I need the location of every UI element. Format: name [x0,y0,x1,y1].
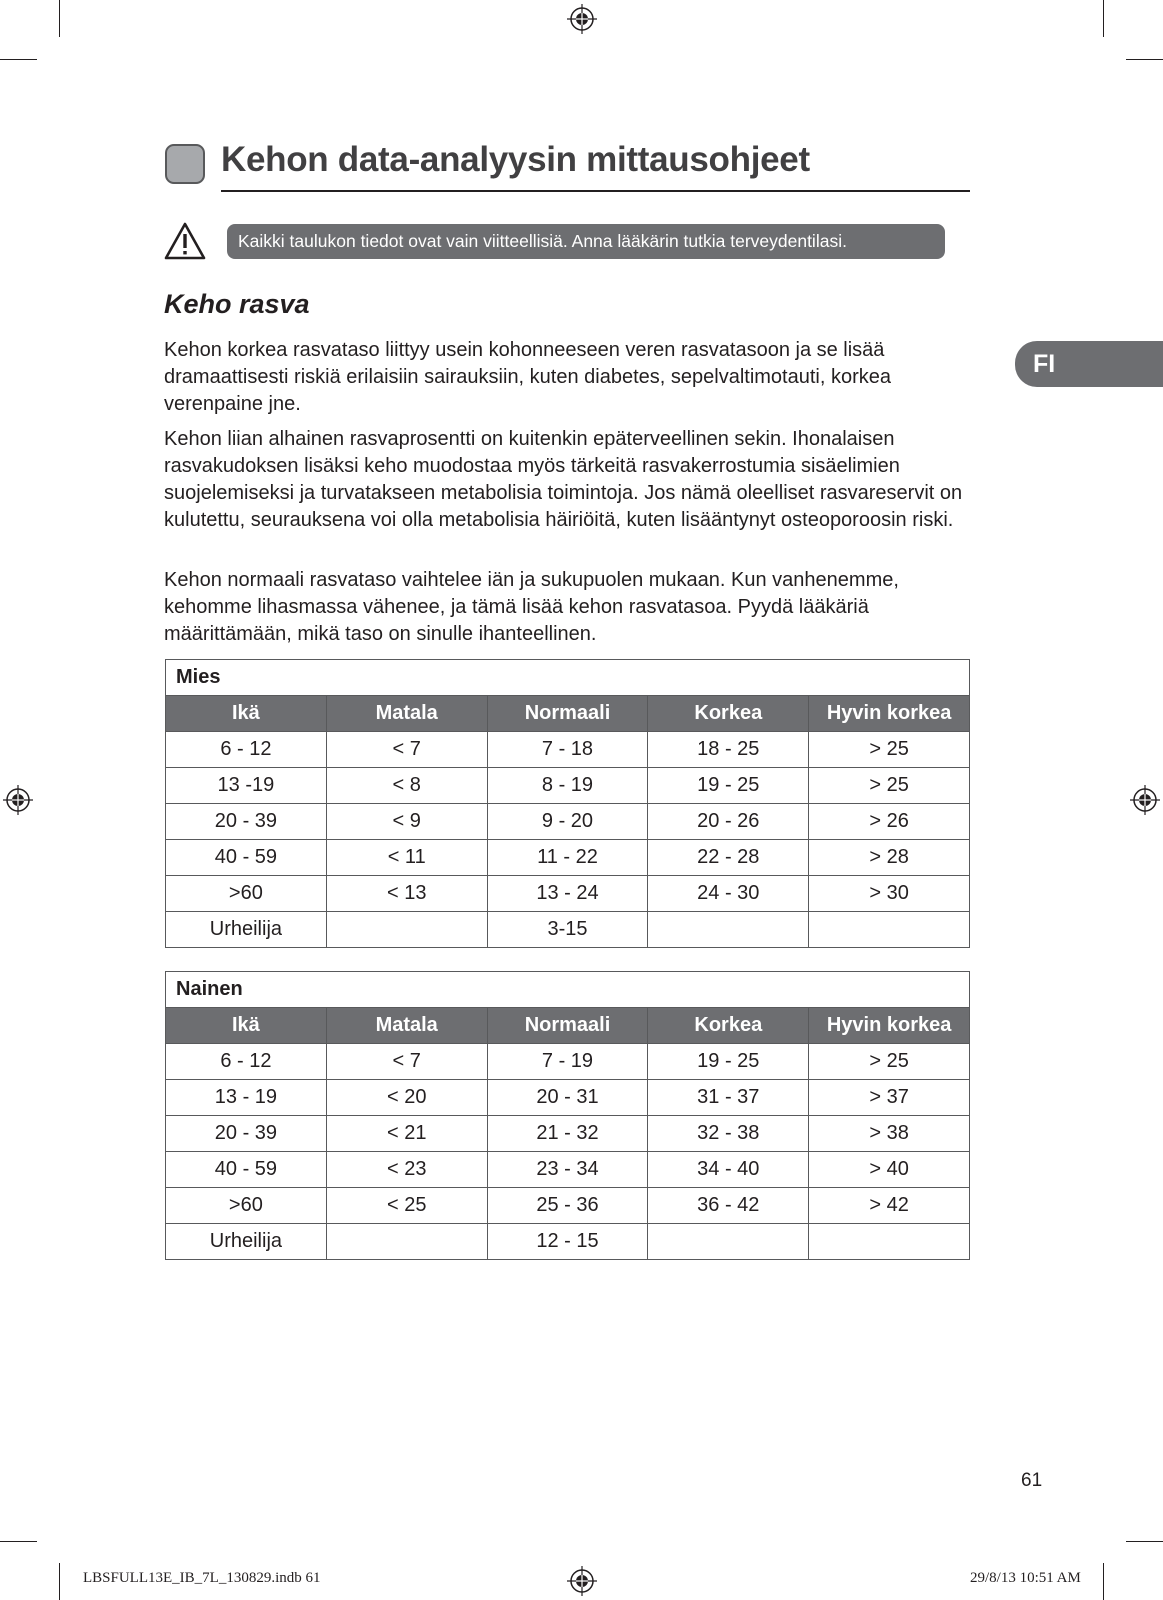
warning-banner: Kaikki taulukon tiedot ovat vain viitteellisiä. Anna lääkärin tutkia terveydentilasi. [227,224,945,259]
table-cell: 7 - 18 [487,732,648,768]
table-row [166,1044,970,1080]
table-cell: 31 - 37 [648,1080,809,1116]
table-cell: 8 - 19 [487,768,648,804]
table-cell: > 26 [809,804,970,840]
crop-mark [59,1563,60,1600]
crop-mark [0,1541,37,1542]
table-cell: 36 - 42 [648,1188,809,1224]
table-cell: 25 - 36 [487,1188,648,1224]
table-cell: > 25 [809,1044,970,1080]
table-cell: 19 - 25 [648,768,809,804]
crop-mark [1103,1563,1104,1600]
table-cell [648,912,809,948]
table-row [166,1152,970,1188]
table-cell: < 9 [326,804,487,840]
table-cell: 3-15 [487,912,648,948]
warning-triangle-icon [163,221,207,261]
column-header: Hyvin korkea [809,1008,970,1044]
print-slug-timestamp: 29/8/13 10:51 AM [970,1570,1081,1586]
table-cell: >60 [166,1188,327,1224]
table-row [166,1116,970,1152]
table-row [166,1188,970,1224]
table-cell: 12 - 15 [487,1224,648,1260]
table-row [166,1080,970,1116]
title-underline [221,190,970,192]
page-number: 61 [1021,1470,1043,1491]
table-row [166,912,970,948]
table-cell: 13 -19 [166,768,327,804]
body-fat-table-men [165,659,970,948]
crop-mark [1126,59,1163,60]
table-cell: < 11 [326,840,487,876]
registration-mark-icon [567,1566,597,1596]
paragraph: Kehon korkea rasvataso liittyy usein kohonneeseen veren rasvatasoon ja se lisää dramaattisesti riskiä erilaisiin sairauksiin, kuten diabetes, sepelvaltimotauti, korkea verenpaine jne. [164,339,891,415]
table-cell: > 30 [809,876,970,912]
table-cell: >60 [166,876,327,912]
table-cell: 32 - 38 [648,1116,809,1152]
table-cell: Urheilija [166,1224,327,1260]
registration-mark-icon [567,4,597,34]
table-cell: < 7 [326,1044,487,1080]
table-row [166,876,970,912]
table-cell: < 25 [326,1188,487,1224]
body-fat-table-women [165,971,970,1260]
paragraph: Kehon normaali rasvataso vaihtelee iän ja sukupuolen mukaan. Kun vanhenemme, kehomme lihasmassa vähenee, ja tämä lisää kehon rasvatasoa. Pyydä lääkäriä määrittämään, mikä taso on sinulle ihanteellinen. [164,569,899,645]
table-row [166,768,970,804]
table-cell: > 40 [809,1152,970,1188]
table-header-row [166,1008,970,1044]
table-cell: 34 - 40 [648,1152,809,1188]
table-cell: 20 - 26 [648,804,809,840]
table-cell: 21 - 32 [487,1116,648,1152]
table-cell: > 28 [809,840,970,876]
column-header: Matala [326,1008,487,1044]
table-cell: 24 - 30 [648,876,809,912]
table-cell: Urheilija [166,912,327,948]
table-cell: 19 - 25 [648,1044,809,1080]
crop-mark [1103,0,1104,37]
page-title: Kehon data-analyysin mittausohjeet [221,140,810,179]
table-cell: < 21 [326,1116,487,1152]
column-header: Ikä [166,696,327,732]
table-cell: 20 - 31 [487,1080,648,1116]
table-cell: 23 - 34 [487,1152,648,1188]
table-cell: < 20 [326,1080,487,1116]
crop-mark [1126,1541,1163,1542]
table-cell: 20 - 39 [166,804,327,840]
table-row [166,804,970,840]
table-cell: 18 - 25 [648,732,809,768]
table-cell: < 8 [326,768,487,804]
table-cell: 22 - 28 [648,840,809,876]
column-header: Ikä [166,1008,327,1044]
table-cell: > 25 [809,768,970,804]
column-header: Korkea [648,696,809,732]
column-header: Hyvin korkea [809,696,970,732]
print-slug-filename: LBSFULL13E_IB_7L_130829.indb 61 [83,1570,321,1586]
table-cell: 13 - 24 [487,876,648,912]
table-row [166,1224,970,1260]
table-cell: 6 - 12 [166,732,327,768]
table-cell: 40 - 59 [166,1152,327,1188]
table-cell [809,912,970,948]
table-cell: 20 - 39 [166,1116,327,1152]
table-row [166,840,970,876]
table-cell [809,1224,970,1260]
table-caption: Mies [166,660,970,696]
table-cell: > 25 [809,732,970,768]
language-tab: FI [1015,341,1163,387]
table-header-row [166,696,970,732]
registration-mark-icon [3,785,33,815]
table-cell: 6 - 12 [166,1044,327,1080]
table-cell: 7 - 19 [487,1044,648,1080]
section-title: Keho rasva [164,289,310,319]
table-row [166,732,970,768]
crop-mark [0,59,37,60]
table-cell [326,912,487,948]
paragraph: Kehon liian alhainen rasvaprosentti on kuitenkin epäterveellinen sekin. Ihonalaisen rasvakudoksen lisäksi keho muodostaa myös tärkeitä rasvakerrostumia sisäelimien suojelemiseksi ja turvatakseen metabolisia toimintoja. Jos nämä oleelliset rasvareservit on kulutettu, seurauksena voi olla metabolisia häiriöitä, kuten lisääntynyt osteoporoosin riski. [164,428,963,531]
column-header: Normaali [487,696,648,732]
table-cell [648,1224,809,1260]
table-cell: 40 - 59 [166,840,327,876]
table-cell: > 42 [809,1188,970,1224]
table-cell: > 37 [809,1080,970,1116]
column-header: Korkea [648,1008,809,1044]
column-header: Normaali [487,1008,648,1044]
table-cell: 13 - 19 [166,1080,327,1116]
table-cell [326,1224,487,1260]
table-cell: < 7 [326,732,487,768]
table-cell: 9 - 20 [487,804,648,840]
table-cell: < 13 [326,876,487,912]
table-cell: < 23 [326,1152,487,1188]
crop-mark [59,0,60,37]
table-cell: > 38 [809,1116,970,1152]
section-marker-box [165,144,205,184]
column-header: Matala [326,696,487,732]
table-caption: Nainen [166,972,970,1008]
table-cell: 11 - 22 [487,840,648,876]
registration-mark-icon [1130,785,1160,815]
